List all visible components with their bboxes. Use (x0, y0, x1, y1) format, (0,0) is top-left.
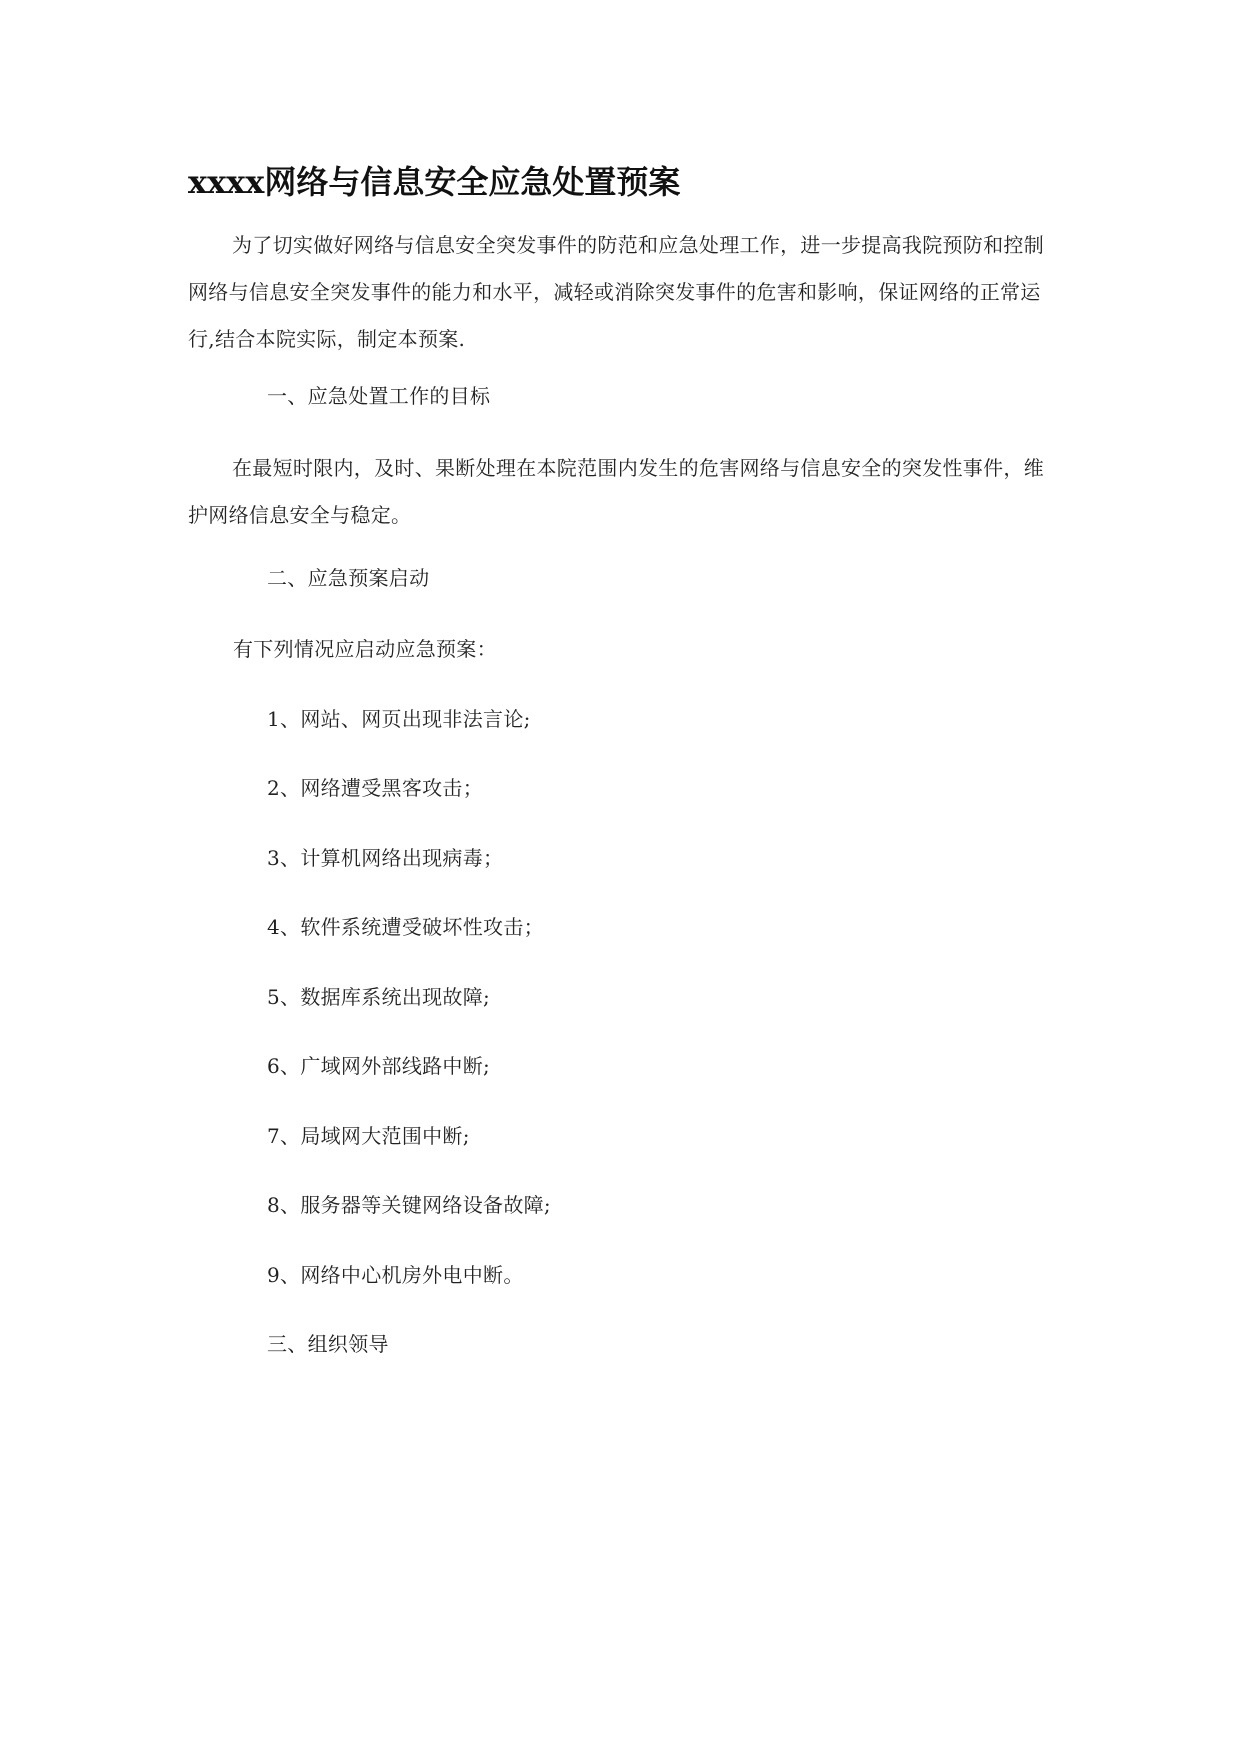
section2-lead: 有下列情况应启动应急预案： (233, 637, 497, 661)
list-item: 6、广域网外部线路中断; (267, 1054, 491, 1078)
section1-heading: 一、应急处置工作的目标 (267, 384, 491, 408)
section2-heading: 二、应急预案启动 (267, 566, 430, 590)
list-item: 5、数据库系统出现故障; (267, 985, 491, 1009)
list-item: 8、服务器等关键网络设备故障; (267, 1193, 551, 1217)
section1-body: 在最短时限内，及时、果断处理在本院范围内发生的危害网络与信息安全的突发性事件，维护网络信息安全与稳定。 (188, 456, 1044, 527)
intro-paragraph: 为了切实做好网络与信息安全突发事件的防范和应急处理工作，进一步提高我院预防和控制网络与信息安全突发事件的能力和水平，减轻或消除突发事件的危害和影响，保证网络的正常运行,结合本院实际，制定本预案. (188, 233, 1044, 351)
list-item: 1、网站、网页出现非法言论; (267, 707, 531, 731)
list-item: 2、网络遭受黑客攻击； (267, 776, 484, 800)
list-item: 4、软件系统遭受破坏性攻击； (267, 915, 544, 939)
document-title: xxxx网络与信息安全应急处置预案 (188, 163, 681, 201)
list-item: 9、网络中心机房外电中断。 (267, 1263, 524, 1287)
list-item: 7、局域网大范围中断; (267, 1124, 470, 1148)
list-item: 3、计算机网络出现病毒； (267, 846, 504, 870)
section3-heading: 三、组织领导 (267, 1332, 389, 1356)
